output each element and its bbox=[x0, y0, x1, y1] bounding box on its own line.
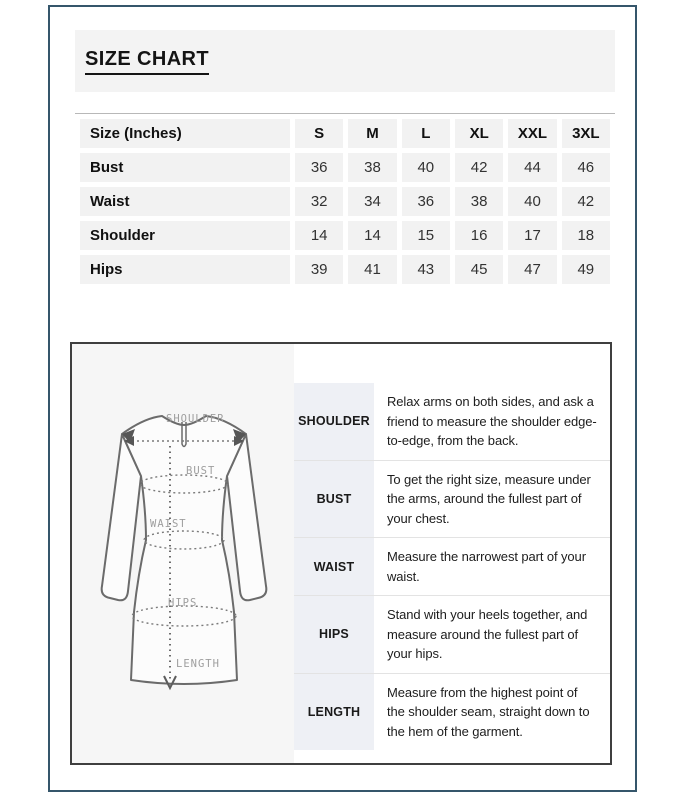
cell-value: 49 bbox=[559, 253, 612, 287]
guide-label: HIPS bbox=[294, 596, 374, 673]
guide-text: Measure from the highest point of the shoulder seam, straight down to the hem of the garment. bbox=[387, 684, 590, 739]
size-col-xl: XL bbox=[452, 117, 505, 151]
cell-value: 14 bbox=[346, 219, 399, 253]
cell-value: 36 bbox=[399, 185, 452, 219]
cell-value: 15 bbox=[399, 219, 452, 253]
page-title: SIZE CHART bbox=[85, 48, 209, 75]
guide-text: To get the right size, measure under the arms, around the fullest part of your chest. bbox=[387, 471, 591, 526]
cell-value: 18 bbox=[559, 219, 612, 253]
guide-text: Relax arms on both sides, and ask a friend to measure the shoulder edge-to-edge, from the back. bbox=[387, 394, 597, 448]
guide-row-length bbox=[294, 673, 610, 751]
table-row-shoulder bbox=[78, 219, 613, 253]
size-col-m: M bbox=[346, 117, 399, 151]
cell-value: 17 bbox=[506, 219, 559, 253]
cell-value: 42 bbox=[452, 151, 505, 185]
table-row-waist bbox=[78, 185, 613, 219]
cell-value: 47 bbox=[506, 253, 559, 287]
cell-value: 38 bbox=[346, 151, 399, 185]
guide-row-bust bbox=[294, 460, 610, 538]
diagram-label-bust: BUST bbox=[186, 465, 216, 477]
guide-row-shoulder bbox=[294, 383, 610, 460]
size-table-header-row bbox=[78, 117, 613, 151]
cell-value: 46 bbox=[559, 151, 612, 185]
garment-diagram-panel bbox=[72, 344, 294, 763]
table-row-bust bbox=[78, 151, 613, 185]
table-row-hips bbox=[78, 253, 613, 287]
size-col-s: S bbox=[293, 117, 346, 151]
cell-value: 40 bbox=[399, 151, 452, 185]
cell-value: 45 bbox=[452, 253, 505, 287]
diagram-label-waist: WAIST bbox=[150, 518, 187, 530]
guide-row-waist bbox=[294, 537, 610, 595]
size-chart-card bbox=[48, 5, 637, 792]
title-strip bbox=[75, 30, 615, 92]
guide-label: BUST bbox=[294, 461, 374, 538]
cell-value: 34 bbox=[346, 185, 399, 219]
measurement-guide-box bbox=[70, 342, 612, 765]
size-table-zone bbox=[75, 113, 615, 289]
row-label: Hips bbox=[78, 253, 293, 287]
measure-instructions-panel bbox=[294, 344, 610, 763]
cell-value: 32 bbox=[293, 185, 346, 219]
guide-row-hips bbox=[294, 595, 610, 673]
cell-value: 36 bbox=[293, 151, 346, 185]
guide-text: Measure the narrowest part of your waist. bbox=[387, 549, 586, 584]
diagram-label-shoulder: SHOULDER bbox=[166, 413, 225, 425]
size-col-xxl: XXL bbox=[506, 117, 559, 151]
garment-diagram bbox=[72, 344, 294, 763]
cell-value: 44 bbox=[506, 151, 559, 185]
size-col-l: L bbox=[399, 117, 452, 151]
row-label: Waist bbox=[78, 185, 293, 219]
cell-value: 14 bbox=[293, 219, 346, 253]
guide-label: SHOULDER bbox=[294, 383, 374, 460]
cell-value: 43 bbox=[399, 253, 452, 287]
cell-value: 42 bbox=[559, 185, 612, 219]
row-label: Shoulder bbox=[78, 219, 293, 253]
size-col-3xl: 3XL bbox=[559, 117, 612, 151]
guide-label: WAIST bbox=[294, 538, 374, 595]
row-label: Bust bbox=[78, 151, 293, 185]
cell-value: 38 bbox=[452, 185, 505, 219]
garment-body-shape bbox=[122, 416, 246, 684]
cell-value: 16 bbox=[452, 219, 505, 253]
guide-text: Stand with your heels together, and measure around the fullest part of your hips. bbox=[387, 607, 588, 661]
diagram-label-length: LENGTH bbox=[176, 658, 220, 670]
cell-value: 40 bbox=[506, 185, 559, 219]
cell-value: 39 bbox=[293, 253, 346, 287]
size-unit-header: Size (Inches) bbox=[78, 117, 293, 151]
diagram-label-hips: HIPS bbox=[168, 597, 198, 609]
cell-value: 41 bbox=[346, 253, 399, 287]
guide-label: LENGTH bbox=[294, 674, 374, 751]
size-table bbox=[75, 114, 615, 289]
